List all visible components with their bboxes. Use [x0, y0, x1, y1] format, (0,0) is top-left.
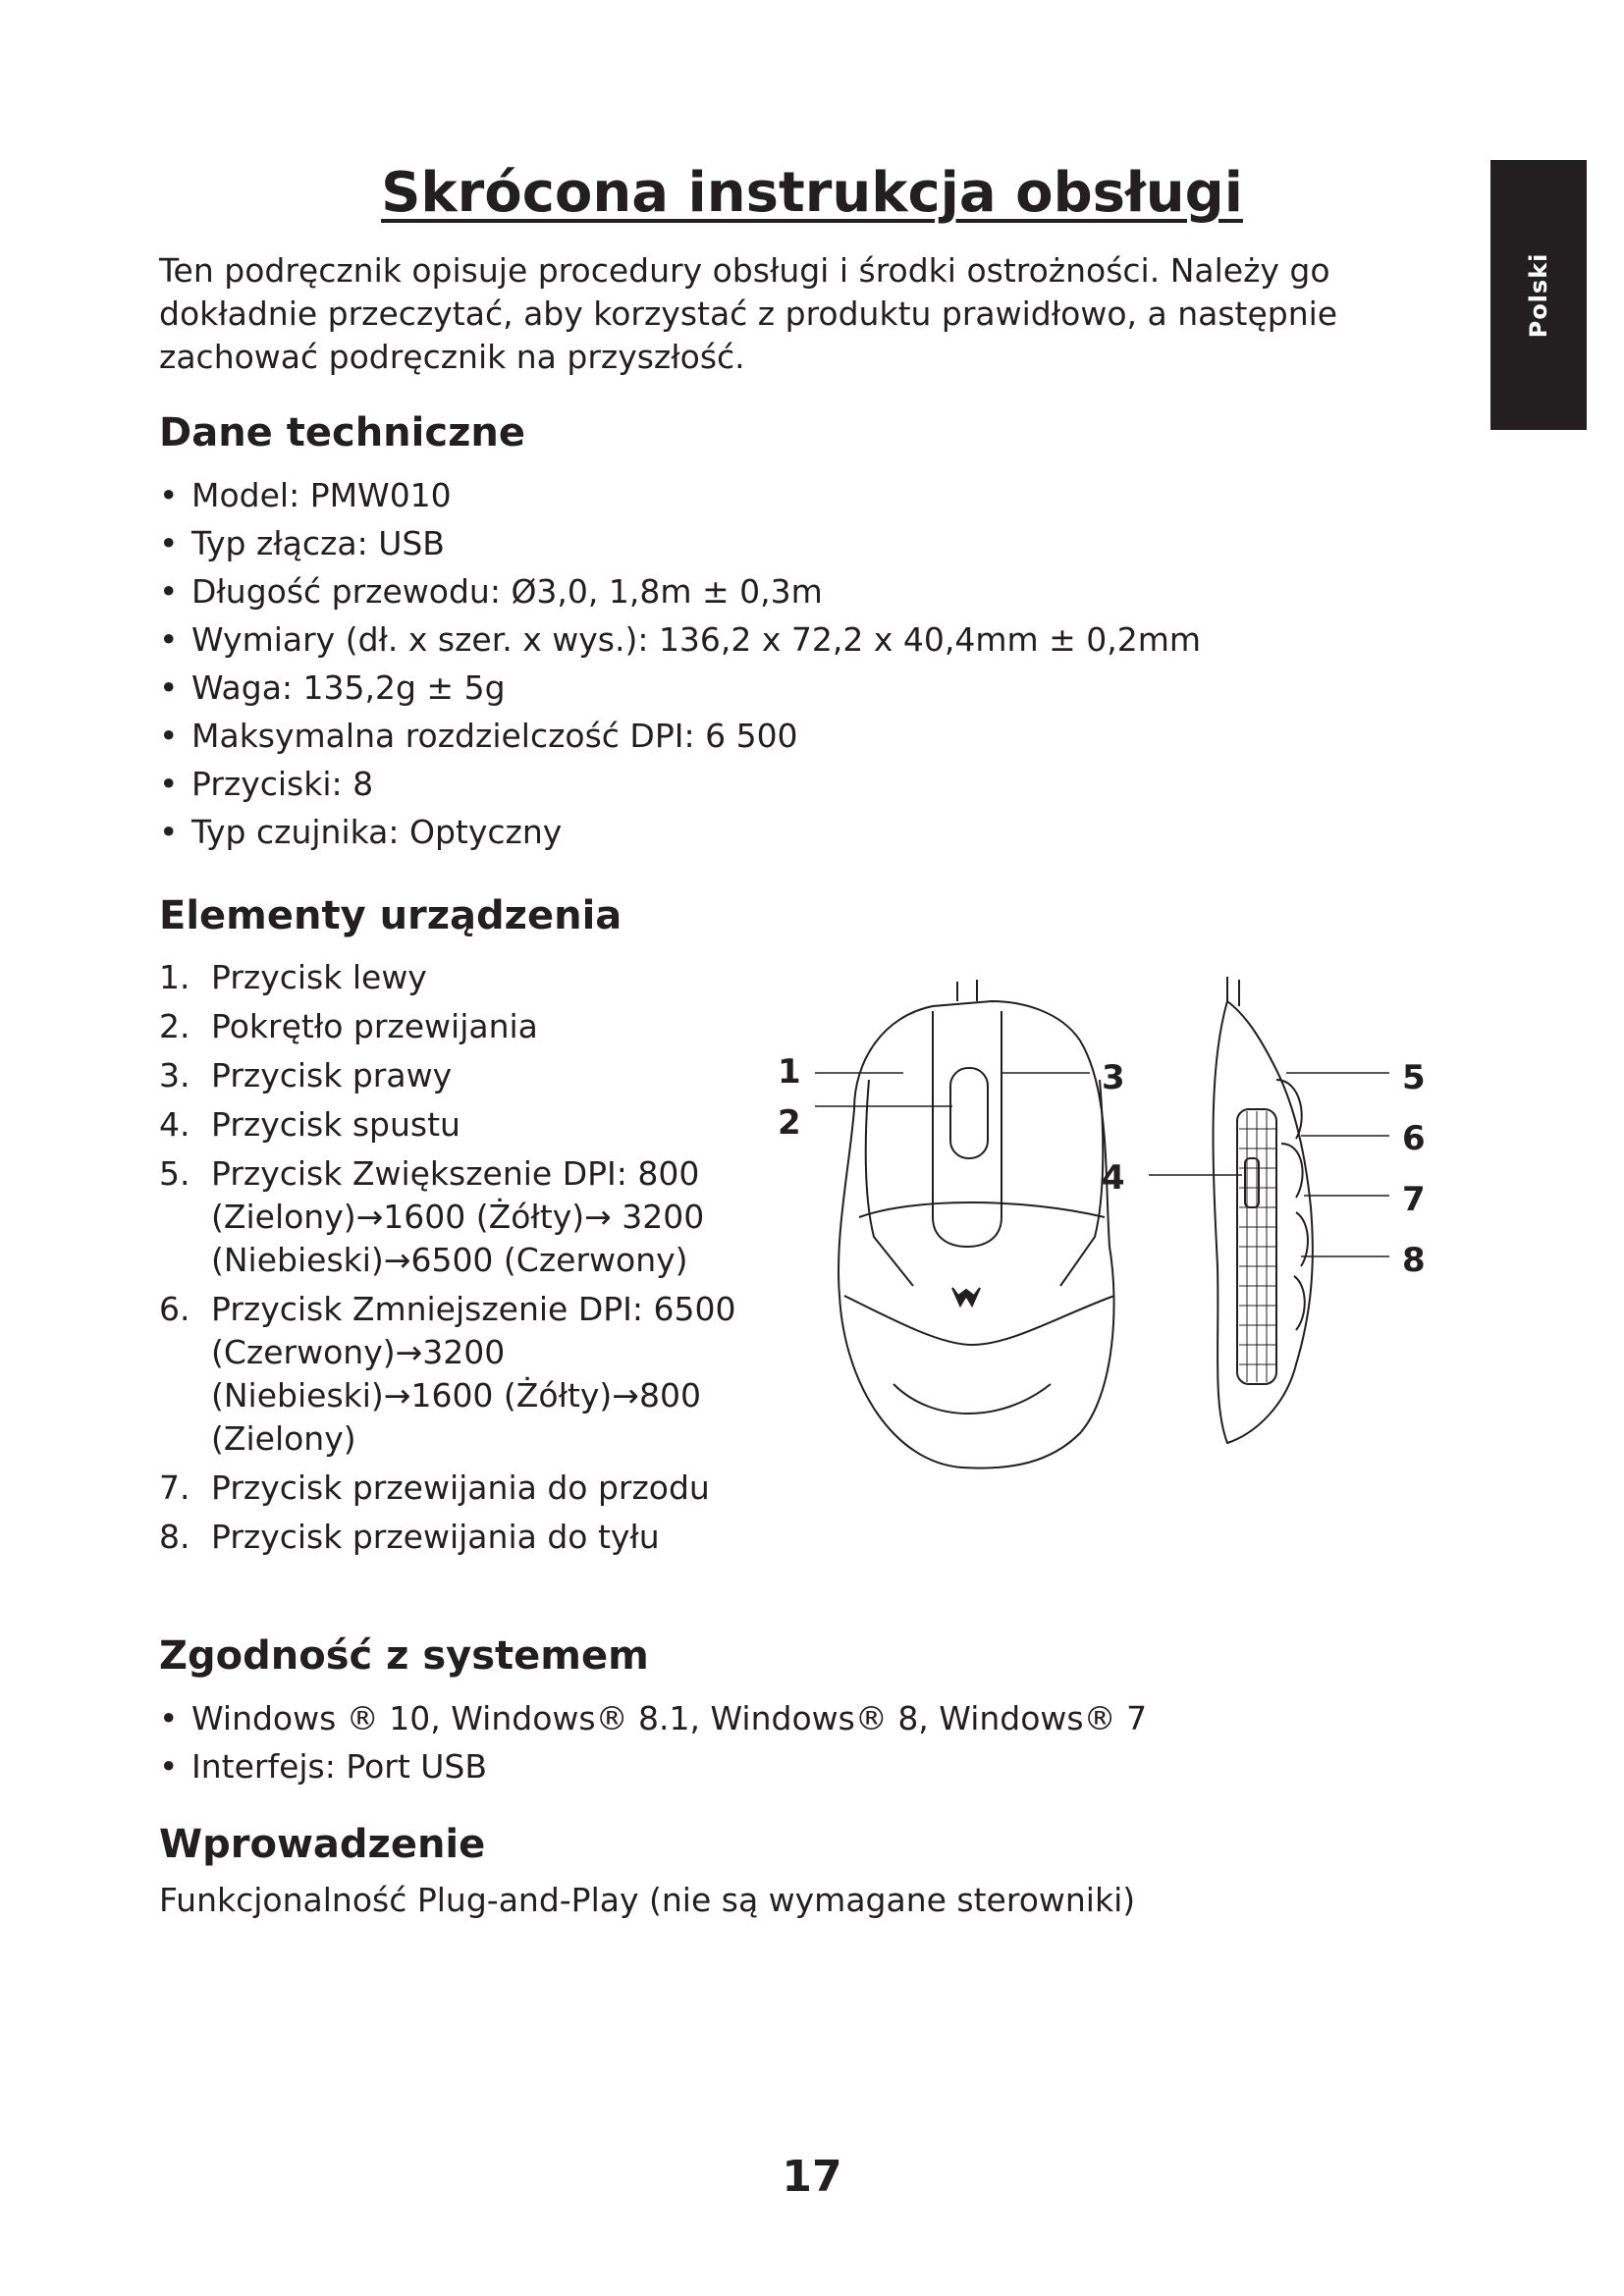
parts-list — [159, 956, 787, 1565]
intro-paragraph: Ten podręcznik opisuje procedury obsługi i środki ostrożności. Należy go dokładnie przeczytać, aby korzystać z produktu prawidłowo, a następnie zachować podręcznik na przyszłość. — [159, 251, 1338, 376]
compat-heading: Zgodność z systemem — [159, 1633, 649, 1679]
compat-list — [159, 1694, 1147, 1790]
callout-6: 6 — [1402, 1119, 1426, 1158]
specs-heading: Dane techniczne — [159, 410, 525, 455]
spec-item: • Typ złącza: USB — [159, 519, 1201, 567]
spec-item: • Wymiary (dł. x szer. x wys.): 136,2 x 72,2 x 40,4mm ± 0,2mm — [159, 615, 1201, 664]
page-title: Skrócona instrukcja obsługi — [381, 161, 1243, 225]
intro-section-text: Funkcjonalność Plug-and-Play (nie są wymagane sterowniki) — [159, 1881, 1136, 1919]
callout-1: 1 — [778, 1052, 801, 1092]
specs-list — [159, 471, 1201, 856]
compat-item: • Windows ® 10, Windows® 8.1, Windows® 8, Windows® 7 — [159, 1694, 1147, 1742]
callout-7: 7 — [1402, 1180, 1426, 1219]
language-tab-label: Polski — [1525, 252, 1552, 338]
parts-heading: Elementy urządzenia — [159, 893, 623, 938]
callout-4: 4 — [1102, 1158, 1125, 1198]
intro-section-heading: Wprowadzenie — [159, 1822, 486, 1867]
spec-item: • Długość przewodu: Ø3,0, 1,8m ± 0,3m — [159, 567, 1201, 615]
spec-item: • Waga: 135,2g ± 5g — [159, 664, 1201, 712]
spec-item: • Maksymalna rozdzielczość DPI: 6 500 — [159, 712, 1201, 760]
callout-3: 3 — [1102, 1058, 1125, 1097]
part-item: 3. Przycisk prawy — [159, 1056, 453, 1095]
callout-8: 8 — [1402, 1241, 1426, 1280]
part-item: 7. Przycisk przewijania do przodu — [159, 1468, 710, 1507]
page-number: 17 — [782, 2152, 842, 2202]
spec-item: • Typ czujnika: Optyczny — [159, 808, 1201, 856]
part-item: 8. Przycisk przewijania do tyłu — [159, 1518, 660, 1556]
spec-item: • Model: PMW010 — [159, 471, 1201, 519]
callout-2: 2 — [778, 1103, 801, 1143]
part-item: 6. Przycisk Zmniejszenie DPI: 6500 (Czerwony)→3200 (Niebieski)→1600 (Żółty)→800 (Zielony) — [159, 1290, 736, 1458]
part-item: 4. Przycisk spustu — [159, 1105, 460, 1144]
part-item: 2. Pokrętło przewijania — [159, 1007, 538, 1045]
mouse-diagram — [766, 972, 1434, 1482]
part-item: 1. Przycisk lewy — [159, 958, 427, 996]
spec-item: • Przyciski: 8 — [159, 760, 1201, 808]
part-item: 5. Przycisk Zwiększenie DPI: 800 (Zielony)→1600 (Żółty)→ 3200 (Niebieski)→6500 (Czerwony) — [159, 1154, 705, 1279]
compat-item: • Interfejs: Port USB — [159, 1742, 1147, 1790]
callout-5: 5 — [1402, 1058, 1426, 1097]
